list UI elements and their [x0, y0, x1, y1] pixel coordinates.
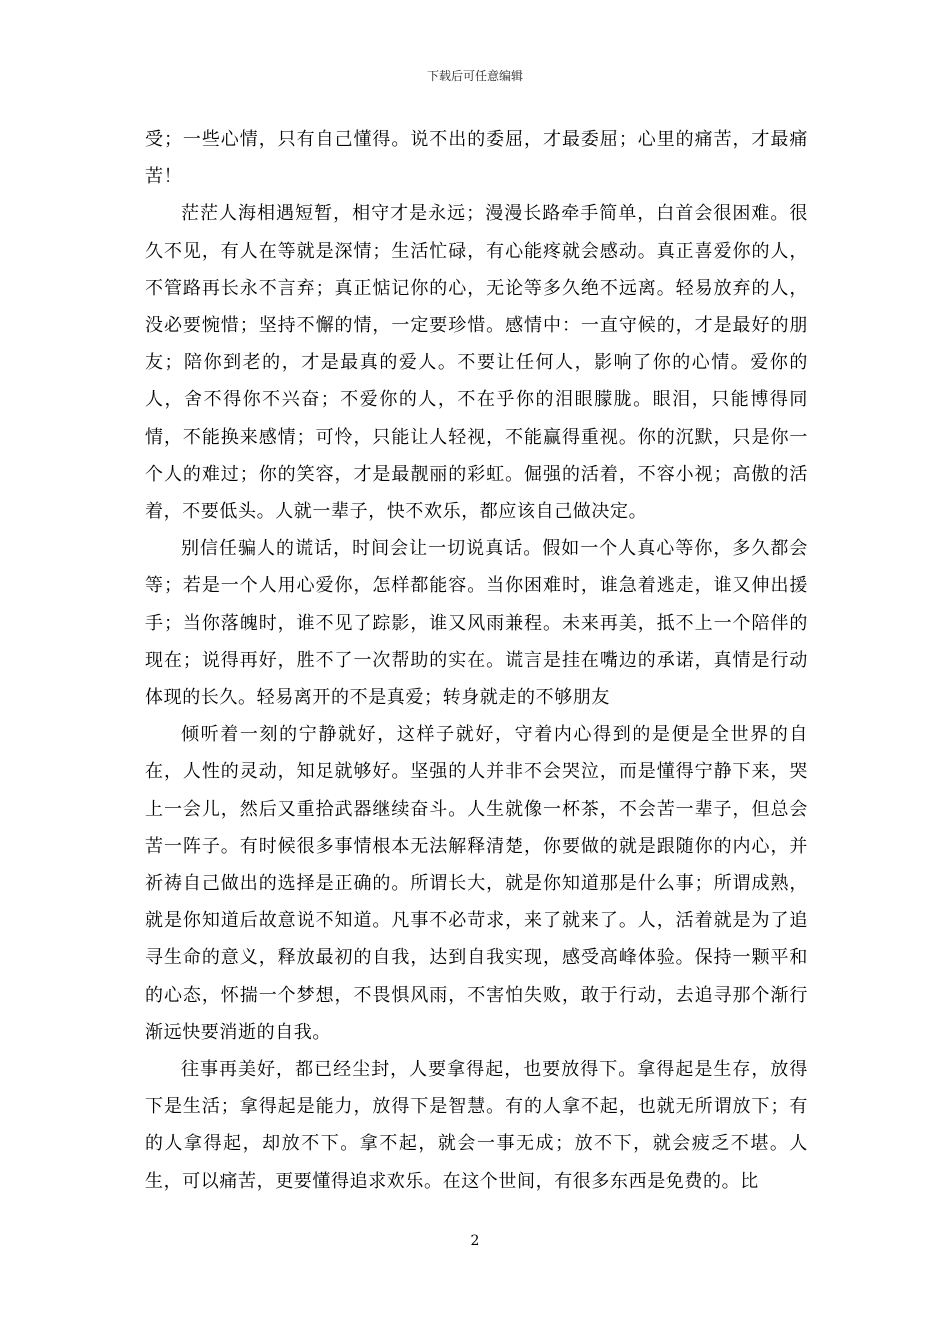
paragraph: 茫茫人海相遇短暂，相守才是永远；漫漫长路牵手简单，白首会很困难。很久不见，有人在等就是深情；生活忙碌，有心能疼就会感动。真正喜爱你的人，不管路再长永不言弃；真正惦记你的心，无论等多久绝不远离。轻易放弃的人，没必要惋惜；坚持不懈的情，一定要珍惜。感情中：一直守候的，才是最好的朋友；陪你到老的，才是最真的爱人。不要让任何人，影响了你的心情。爱你的人，舍不得你不兴奋；不爱你的人，不在乎你的泪眼朦胧。眼泪，只能博得同情，不能换来感情；可怜，只能让人轻视，不能赢得重视。你的沉默，只是你一个人的难过；你的笑容，才是最靓丽的彩虹。倔强的活着，不容小视；高傲的活着，不要低头。人就一辈子，快不欢乐，都应该自己做决定。	[145, 203, 808, 523]
page-header: 下载后可任意编辑	[426, 69, 523, 83]
paragraph: 倾听着一刻的宁静就好，这样子就好，守着内心得到的是便是全世界的自在，人性的灵动，知足就够好。坚强的人并非不会哭泣，而是懂得宁静下来，哭上一会儿，然后又重拾武器继续奋斗。人生就像一杯茶，不会苦一辈子，但总会苦一阵子。有时候很多事情根本无法解释清楚，你要做的就是跟随你的内心，并祈祷自己做出的选择是正确的。所谓长大，就是你知道那是什么事；所谓成熟，就是你知道后故意说不知道。凡事不必苛求，来了就来了。人，活着就是为了追寻生命的意义，释放最初的自我，达到自我实现，感受高峰体验。保持一颗平和的心态，怀揣一个梦想，不畏惧风雨，不害怕失败，敢于行动，去追寻那个渐行渐远快要消逝的自我。	[145, 724, 808, 1043]
paragraph-continued: 受；一些心情，只有自己懂得。说不出的委屈，才最委屈；心里的痛苦，才最痛苦！	[145, 129, 808, 188]
paragraph: 往事再美好，都已经尘封，人要拿得起，也要放得下。拿得起是生存，放得下是生活；拿得起是能力，放得下是智慧。有的人拿不起，也就无所谓放下；有的人拿得起，却放不下。拿不起，就会一事无成；放不下，就会疲乏不堪。人生，可以痛苦，更要懂得追求欢乐。在这个世间，有很多东西是免费的。比	[145, 1059, 808, 1192]
paragraph: 别信任骗人的谎话，时间会让一切说真话。假如一个人真心等你，多久都会等；若是一个人用心爱你，怎样都能容。当你困难时，谁急着逃走，谁又伸出援手；当你落魄时，谁不见了踪影，谁又风雨兼程。未来再美，抵不上一个陪伴的现在；说得再好，胜不了一次帮助的实在。谎言是挂在嘴边的承诺，真情是行动体现的长久。轻易离开的不是真爱；转身就走的不够朋友	[145, 538, 808, 709]
page-number: 2	[470, 1233, 480, 1249]
body-text	[145, 121, 808, 1200]
